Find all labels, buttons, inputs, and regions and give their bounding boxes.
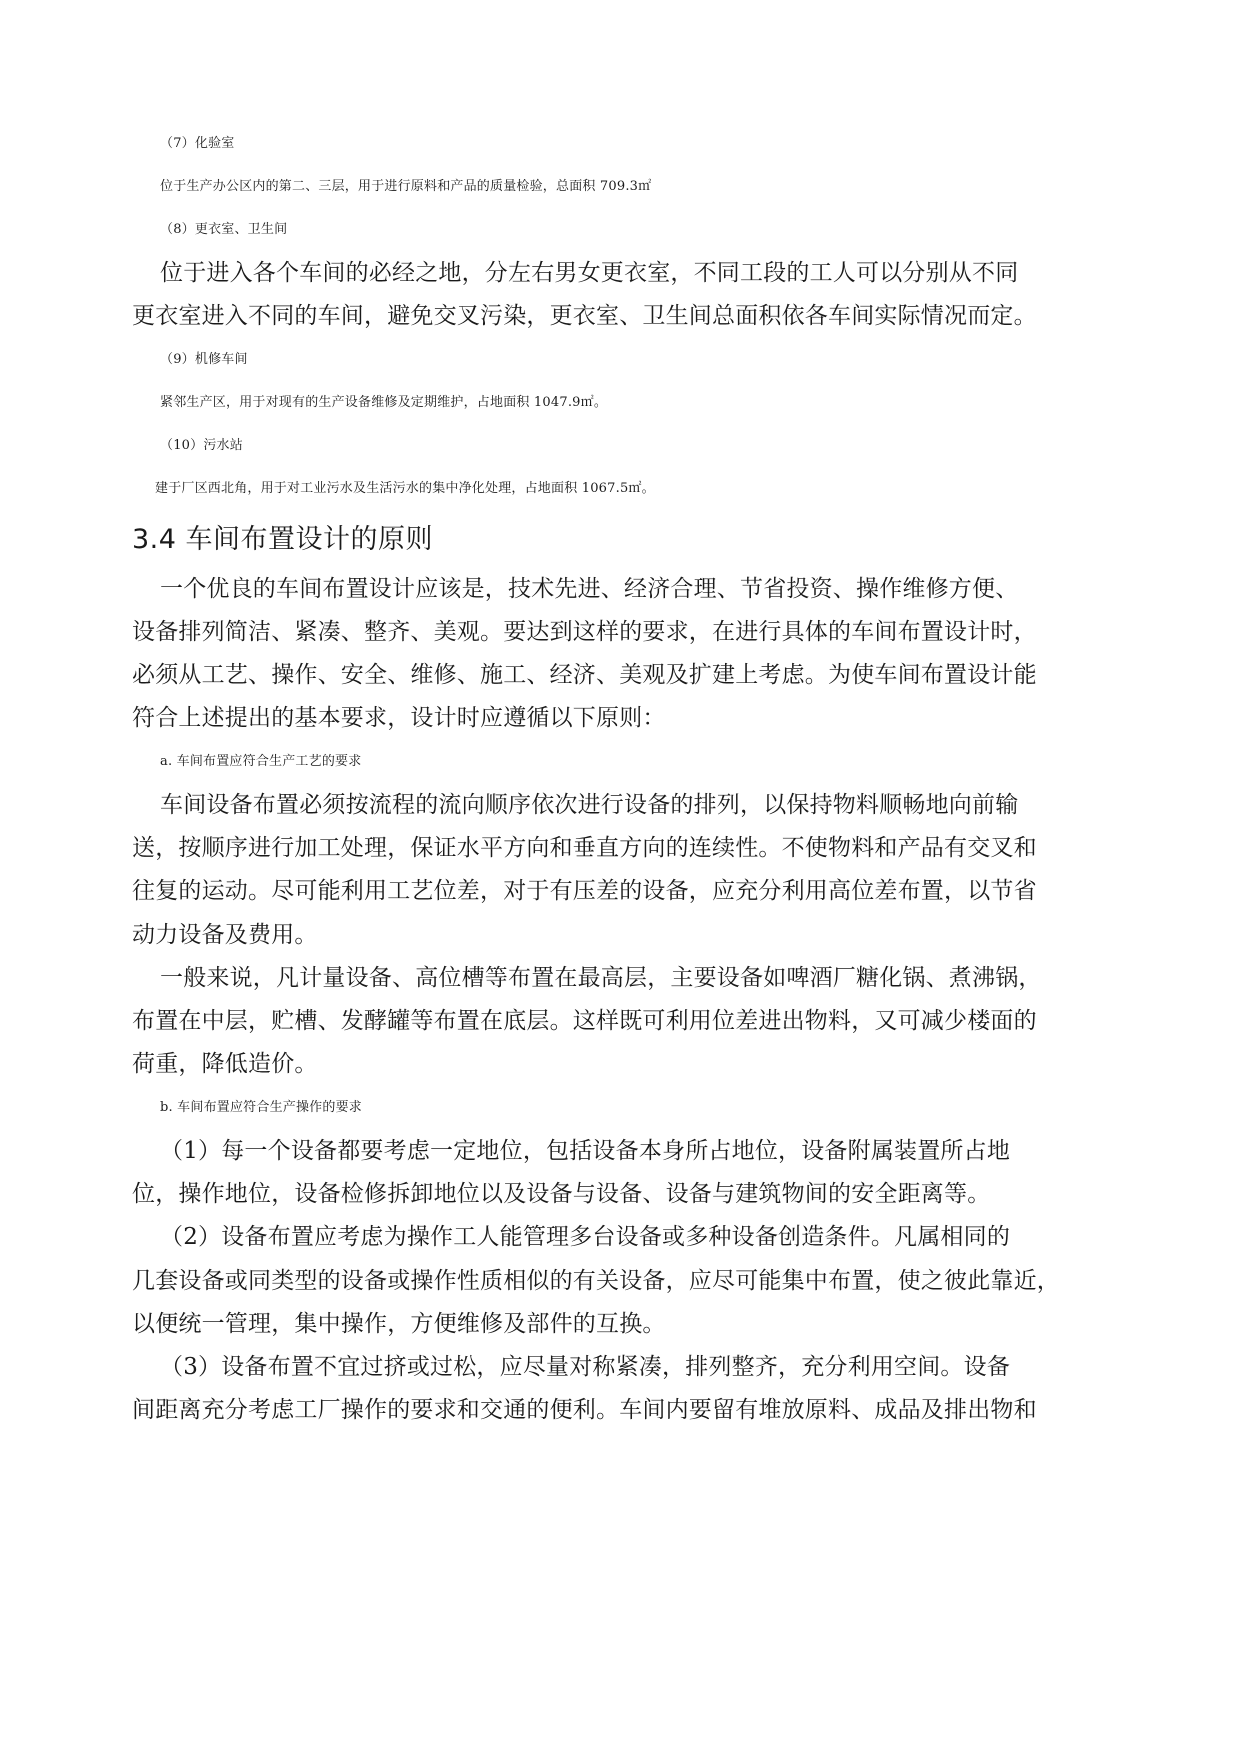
principle-b-title: b. 车间布置应符合生产操作的要求 bbox=[160, 1100, 362, 1115]
intro-line: 必须从工艺、操作、安全、维修、施工、经济、美观及扩建上考虑。为使车间布置设计能 bbox=[132, 662, 1037, 688]
principle-a-paragraph-line: 一般来说，凡计量设备、高位槽等布置在最高层，主要设备如啤酒厂糖化锅、煮沸锅， bbox=[160, 965, 1042, 991]
principle-a-paragraph-line: 送，按顺序进行加工处理，保证水平方向和垂直方向的连续性。不使物料和产品有交叉和 bbox=[132, 835, 1037, 861]
item-8-title: （8）更衣室、卫生间 bbox=[160, 222, 288, 237]
item-8-line-1: 位于进入各个车间的必经之地，分左右男女更衣室，不同工段的工人可以分别从不同 bbox=[160, 260, 1019, 286]
principle-a-paragraph-line: 布置在中层，贮槽、发酵罐等布置在底层。这样既可利用位差进出物料，又可减少楼面的 bbox=[132, 1008, 1037, 1034]
section-heading: 3.4 车间布置设计的原则 bbox=[132, 524, 434, 555]
item-10-title: （10）污水站 bbox=[160, 438, 243, 453]
principle-b-item-line: 几套设备或同类型的设备或操作性质相似的有关设备，应尽可能集中布置，使之彼此靠近， bbox=[132, 1268, 1060, 1294]
item-7-text: 位于生产办公区内的第二、三层，用于进行原料和产品的质量检验，总面积 709.3㎡ bbox=[160, 179, 652, 194]
principle-b-item-line: （3）设备布置不宜过挤或过松，应尽量对称紧凑，排列整齐，充分利用空间。设备 bbox=[160, 1354, 1011, 1380]
principle-a-paragraph-line: 荷重，降低造价。 bbox=[132, 1051, 318, 1077]
principle-b-item-line: （2）设备布置应考虑为操作工人能管理多台设备或多种设备创造条件。凡属相同的 bbox=[160, 1224, 1011, 1250]
principle-a-paragraph-line: 动力设备及费用。 bbox=[132, 922, 318, 948]
principle-b-item-line: 间距离充分考虑工厂操作的要求和交通的便利。车间内要留有堆放原料、成品及排出物和 bbox=[132, 1397, 1037, 1423]
principle-a-title: a. 车间布置应符合生产工艺的要求 bbox=[160, 754, 362, 769]
item-8-line-2: 更衣室进入不同的车间，避免交叉污染，更衣室、卫生间总面积依各车间实际情况而定。 bbox=[132, 303, 1037, 329]
principle-b-item-line: 以便统一管理，集中操作，方便维修及部件的互换。 bbox=[132, 1311, 666, 1337]
intro-line: 设备排列简洁、紧凑、整齐、美观。要达到这样的要求，在进行具体的车间布置设计时， bbox=[132, 619, 1037, 645]
item-9-text: 紧邻生产区，用于对现有的生产设备维修及定期维护，占地面积 1047.9㎡。 bbox=[160, 395, 608, 410]
principle-a-paragraph-line: 往复的运动。尽可能利用工艺位差，对于有压差的设备，应充分利用高位差布置，以节省 bbox=[132, 878, 1037, 904]
item-9-title: （9）机修车间 bbox=[160, 352, 248, 367]
intro-line: 一个优良的车间布置设计应该是，技术先进、经济合理、节省投资、操作维修方便、 bbox=[160, 576, 1019, 602]
principle-b-item-line: （1）每一个设备都要考虑一定地位，包括设备本身所占地位，设备附属装置所占地 bbox=[160, 1138, 1011, 1164]
intro-line: 符合上述提出的基本要求，设计时应遵循以下原则： bbox=[132, 705, 666, 731]
principle-b-item-line: 位，操作地位，设备检修拆卸地位以及设备与设备、设备与建筑物间的安全距离等。 bbox=[132, 1181, 991, 1207]
item-7-title: （7）化验室 bbox=[160, 136, 235, 151]
principle-a-paragraph-line: 车间设备布置必须按流程的流向顺序依次进行设备的排列，以保持物料顺畅地向前输 bbox=[160, 792, 1019, 818]
item-10-text: 建于厂区西北角，用于对工业污水及生活污水的集中净化处理，占地面积 1067.5㎡。 bbox=[155, 481, 655, 496]
